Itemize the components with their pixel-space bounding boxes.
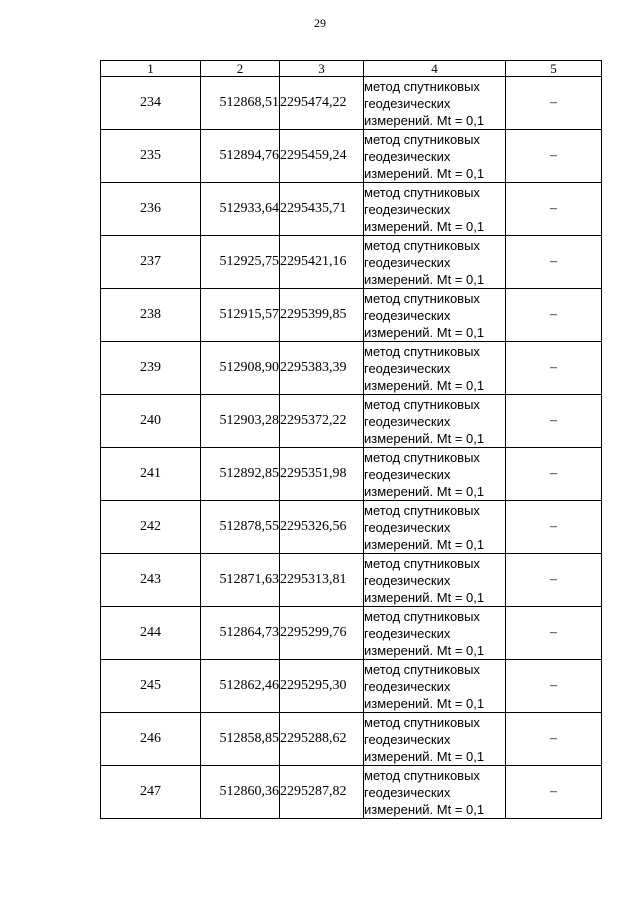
coord-y: 2295421,16 [280, 236, 364, 289]
method-line-2: геодезических [364, 201, 451, 217]
method-cell [364, 501, 506, 554]
coord-y: 2295459,24 [280, 130, 364, 183]
method-line-2: геодезических [364, 625, 451, 641]
method-line-1: метод спутниковых [364, 184, 480, 200]
coord-y: 2295287,82 [280, 766, 364, 819]
header-col-1: 1 [101, 61, 201, 77]
method-cell [364, 130, 506, 183]
header-col-3: 3 [280, 61, 364, 77]
coord-x: 512864,73 [201, 607, 280, 660]
coord-y: 2295288,62 [280, 713, 364, 766]
point-number: 237 [101, 236, 201, 289]
coord-y: 2295383,39 [280, 342, 364, 395]
method-line-3: измерений. Mt = 0,1 [364, 642, 485, 658]
method-line-3: измерений. Mt = 0,1 [364, 695, 485, 711]
coord-y: 2295372,22 [280, 395, 364, 448]
col5-dash: – [506, 236, 602, 289]
method-line-3: измерений. Mt = 0,1 [364, 324, 485, 340]
table-header [101, 61, 602, 77]
method-line-2: геодезических [364, 254, 451, 270]
col5-dash: – [506, 713, 602, 766]
col5-dash: – [506, 130, 602, 183]
method-line-1: метод спутниковых [364, 396, 480, 412]
method-cell [364, 554, 506, 607]
coord-y: 2295474,22 [280, 77, 364, 130]
method-cell [364, 660, 506, 713]
method-line-3: измерений. Mt = 0,1 [364, 112, 485, 128]
table-row [101, 607, 602, 660]
method-line-2: геодезических [364, 95, 451, 111]
method-cell [364, 342, 506, 395]
method-cell [364, 289, 506, 342]
method-line-2: геодезических [364, 148, 451, 164]
method-line-1: метод спутниковых [364, 608, 480, 624]
coordinates-table [100, 60, 602, 819]
point-number: 247 [101, 766, 201, 819]
method-cell [364, 236, 506, 289]
coord-x: 512878,55 [201, 501, 280, 554]
coord-y: 2295299,76 [280, 607, 364, 660]
col5-dash: – [506, 554, 602, 607]
coord-x: 512862,46 [201, 660, 280, 713]
table-row [101, 183, 602, 236]
method-line-3: измерений. Mt = 0,1 [364, 165, 485, 181]
method-line-2: геодезических [364, 360, 451, 376]
point-number: 238 [101, 289, 201, 342]
page-number: 29 [314, 16, 326, 30]
table-row [101, 342, 602, 395]
point-number: 243 [101, 554, 201, 607]
method-line-1: метод спутниковых [364, 343, 480, 359]
method-line-1: метод спутниковых [364, 661, 480, 677]
coord-x: 512892,85 [201, 448, 280, 501]
method-line-1: метод спутниковых [364, 290, 480, 306]
col5-dash: – [506, 501, 602, 554]
coord-x: 512868,51 [201, 77, 280, 130]
col5-dash: – [506, 607, 602, 660]
point-number: 235 [101, 130, 201, 183]
method-cell [364, 448, 506, 501]
method-line-1: метод спутниковых [364, 767, 480, 783]
coord-y: 2295399,85 [280, 289, 364, 342]
method-line-1: метод спутниковых [364, 449, 480, 465]
point-number: 239 [101, 342, 201, 395]
method-cell [364, 713, 506, 766]
coord-x: 512903,28 [201, 395, 280, 448]
method-cell [364, 77, 506, 130]
table-body [101, 77, 602, 819]
method-line-2: геодезических [364, 307, 451, 323]
table-row [101, 236, 602, 289]
method-cell [364, 395, 506, 448]
method-line-1: метод спутниковых [364, 78, 480, 94]
table-row [101, 395, 602, 448]
col5-dash: – [506, 289, 602, 342]
method-line-2: геодезических [364, 466, 451, 482]
col5-dash: – [506, 660, 602, 713]
method-line-1: метод спутниковых [364, 237, 480, 253]
coord-x: 512858,85 [201, 713, 280, 766]
point-number: 246 [101, 713, 201, 766]
method-line-3: измерений. Mt = 0,1 [364, 589, 485, 605]
table-row [101, 713, 602, 766]
table-row [101, 501, 602, 554]
method-line-3: измерений. Mt = 0,1 [364, 748, 485, 764]
table-row [101, 77, 602, 130]
header-col-4: 4 [364, 61, 506, 77]
col5-dash: – [506, 342, 602, 395]
method-line-1: метод спутниковых [364, 555, 480, 571]
coord-y: 2295435,71 [280, 183, 364, 236]
coord-x: 512933,64 [201, 183, 280, 236]
method-line-2: геодезических [364, 572, 451, 588]
method-line-3: измерений. Mt = 0,1 [364, 430, 485, 446]
col5-dash: – [506, 395, 602, 448]
method-line-2: геодезических [364, 678, 451, 694]
method-line-1: метод спутниковых [364, 714, 480, 730]
method-cell [364, 183, 506, 236]
method-line-1: метод спутниковых [364, 131, 480, 147]
header-col-5: 5 [506, 61, 602, 77]
method-line-3: измерений. Mt = 0,1 [364, 483, 485, 499]
method-line-3: измерений. Mt = 0,1 [364, 801, 485, 817]
method-cell [364, 607, 506, 660]
coord-x: 512925,75 [201, 236, 280, 289]
method-line-2: геодезических [364, 413, 451, 429]
method-line-3: измерений. Mt = 0,1 [364, 536, 485, 552]
table-row [101, 554, 602, 607]
method-line-3: измерений. Mt = 0,1 [364, 377, 485, 393]
point-number: 244 [101, 607, 201, 660]
header-col-2: 2 [201, 61, 280, 77]
coord-y: 2295295,30 [280, 660, 364, 713]
table-row [101, 289, 602, 342]
coord-y: 2295326,56 [280, 501, 364, 554]
col5-dash: – [506, 448, 602, 501]
method-line-2: геодезических [364, 519, 451, 535]
coord-x: 512908,90 [201, 342, 280, 395]
coord-x: 512860,36 [201, 766, 280, 819]
point-number: 241 [101, 448, 201, 501]
col5-dash: – [506, 77, 602, 130]
col5-dash: – [506, 766, 602, 819]
point-number: 234 [101, 77, 201, 130]
method-line-2: геодезических [364, 731, 451, 747]
coord-x: 512915,57 [201, 289, 280, 342]
method-line-1: метод спутниковых [364, 502, 480, 518]
table-row [101, 766, 602, 819]
method-line-3: измерений. Mt = 0,1 [364, 271, 485, 287]
table-row [101, 448, 602, 501]
coord-y: 2295313,81 [280, 554, 364, 607]
method-line-2: геодезических [364, 784, 451, 800]
point-number: 236 [101, 183, 201, 236]
point-number: 240 [101, 395, 201, 448]
coord-y: 2295351,98 [280, 448, 364, 501]
coord-x: 512894,76 [201, 130, 280, 183]
table-row [101, 660, 602, 713]
col5-dash: – [506, 183, 602, 236]
method-line-3: измерений. Mt = 0,1 [364, 218, 485, 234]
coord-x: 512871,63 [201, 554, 280, 607]
table-row [101, 130, 602, 183]
point-number: 245 [101, 660, 201, 713]
method-cell [364, 766, 506, 819]
header-row [101, 61, 602, 77]
point-number: 242 [101, 501, 201, 554]
